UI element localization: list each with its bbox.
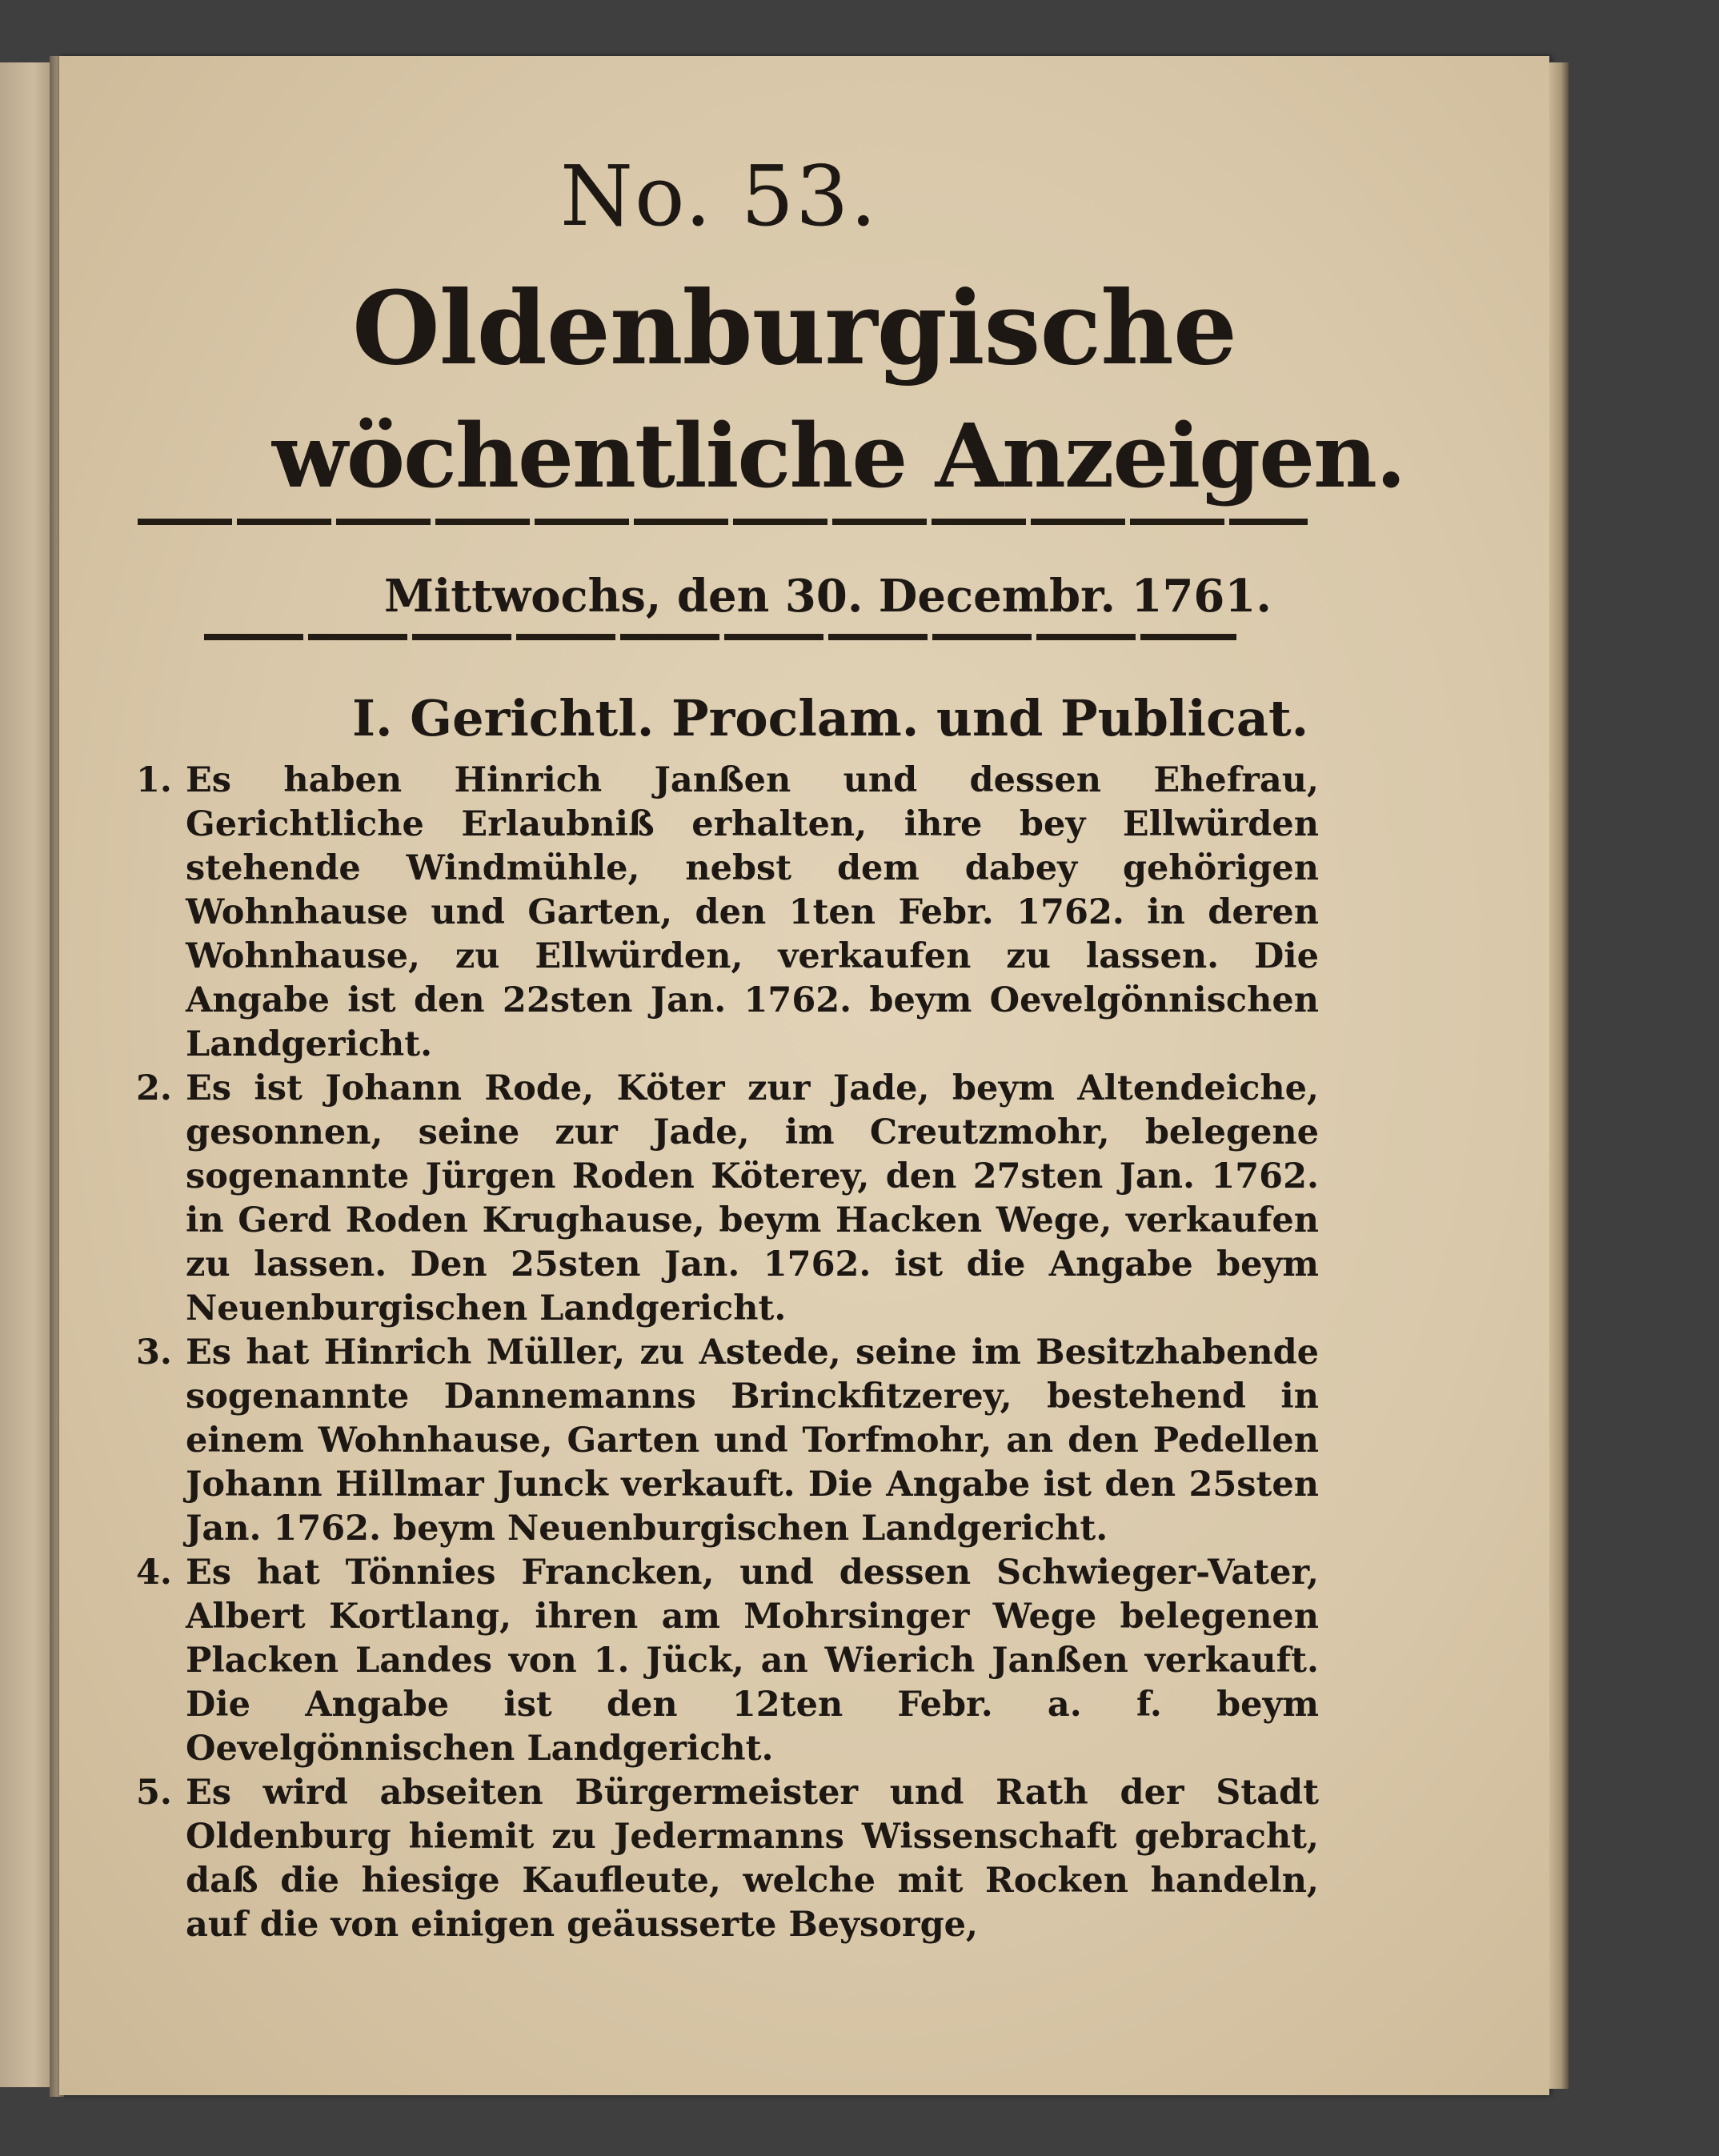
masthead-title-line2: wöchentliche Anzeigen. bbox=[272, 404, 1405, 507]
notice-entry bbox=[136, 759, 1319, 1067]
section-heading: I. Gerichtl. Proclam. und Publicat. bbox=[352, 689, 1309, 747]
notice-list bbox=[136, 759, 1319, 1947]
notice-text: Es wird abseiten Bürgermeister und Rath der Stadt Oldenburg hiemit zu Jedermanns Wissenschaft gebracht, daß die hiesige Kaufleute, welche mit Rocken handeln, auf die von einigen geäusserte Beysorge, bbox=[186, 1773, 1319, 1945]
notice-entry bbox=[136, 1771, 1319, 1947]
notice-entry bbox=[136, 1331, 1319, 1551]
notice-number: 2. bbox=[136, 1068, 172, 1108]
date-rule bbox=[204, 634, 1236, 640]
previous-page-edge bbox=[0, 62, 56, 2087]
issue-number: No. 53. bbox=[560, 147, 879, 245]
masthead-title-line1: Oldenburgische bbox=[352, 269, 1236, 387]
notice-text: Es ist Johann Rode, Köter zur Jade, beym Altendeiche, gesonnen, seine zur Jade, im Creutzmohr, belegene sogenannte Jürgen Roden Köterey, den 27sten Jan. 1762. in Gerd Roden Krughause, beym Hacken Wege, verkaufen zu lassen. Den 25sten Jan. 1762. ist die Angabe beym Neuenburgischen Landgericht. bbox=[186, 1068, 1319, 1328]
notice-number: 4. bbox=[136, 1553, 172, 1593]
issue-date: Mittwochs, den 30. Decembr. 1761. bbox=[384, 570, 1272, 623]
notice-text: Es hat Hinrich Müller, zu Astede, seine im Besitzhabende sogenannte Dannemanns Brinckfitzerey, bestehend in einem Wohnhause, Garten und Torfmohr, an den Pedellen Johann Hillmar Junck verkauft. Die Angabe ist den 25sten Jan. 1762. beym Neuenburgischen Landgericht. bbox=[186, 1332, 1319, 1549]
notice-text: Es hat Tönnies Francken, und dessen Schwieger-Vater, Albert Kortlang, ihren am Mohrsinger Wege belegenen Placken Landes von 1. Jück, an Wierich Janßen verkauft. Die Angabe ist den 12ten Febr. a. f. beym Oevelgönnischen Landgericht. bbox=[186, 1553, 1319, 1769]
notice-text: Es haben Hinrich Janßen und dessen Ehefrau, Gerichtliche Erlaubniß erhalten, ihre bey Ellwürden stehende Windmühle, nebst dem dabey gehörigen Wohnhause und Garten, den 1ten Febr. 1762. in deren Wohnhause, zu Ellwürden, verkaufen zu lassen. Die Angabe ist den 22sten Jan. 1762. beym Oevelgönnischen Landgericht. bbox=[186, 760, 1319, 1064]
notice-number: 3. bbox=[136, 1332, 172, 1373]
page-edge-shadow bbox=[1549, 62, 1569, 2089]
notice-entry bbox=[136, 1551, 1319, 1771]
notice-number: 5. bbox=[136, 1773, 172, 1813]
masthead-rule bbox=[138, 519, 1308, 525]
notice-entry bbox=[136, 1067, 1319, 1331]
notice-number: 1. bbox=[136, 760, 172, 800]
